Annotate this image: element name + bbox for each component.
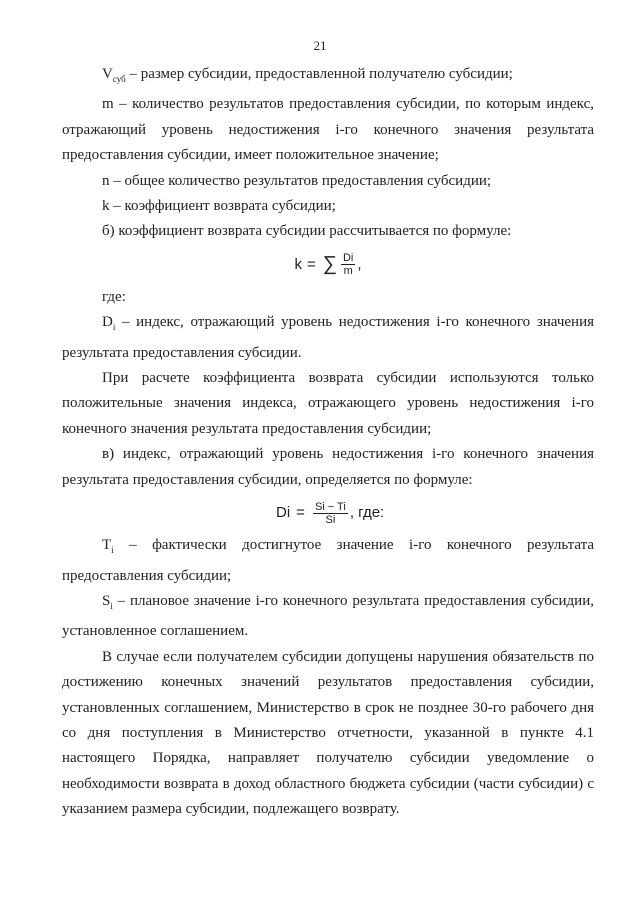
- formula-v-intro: в) индекс, отражающий уровень недостижения i-го конечного значения результата предоставления субсидии, определяется по формуле:: [62, 446, 594, 488]
- v-subscript: суб: [112, 74, 126, 84]
- sigma-symbol: ∑: [322, 253, 337, 276]
- formula-k-lhs: k: [294, 256, 302, 274]
- s-definition: [62, 589, 594, 645]
- document-body: [62, 62, 594, 823]
- m-definition: m – количество результатов предоставления субсидии, по которым индекс, отражающий уровень недостижения i-го конечного значения результата предоставления субсидии, имеет положительное значение;: [62, 96, 594, 164]
- formula-d-denominator: Si: [325, 513, 336, 526]
- s-definition-text: – плановое значение i-го конечного результата предоставления субсидии, установленное соглашением.: [62, 592, 594, 640]
- formula-d: [62, 493, 594, 533]
- page-number: 21: [313, 38, 327, 53]
- s-subscript: i: [110, 600, 113, 611]
- v-symbol: V: [102, 66, 113, 82]
- formula-k-tail: ,: [357, 256, 362, 274]
- t-symbol: T: [102, 537, 112, 554]
- t-subscript: i: [111, 545, 114, 556]
- formula-k-numerator: Di: [342, 252, 354, 265]
- d-definition: [62, 310, 594, 366]
- d-subscript: i: [112, 322, 116, 333]
- positive-values-note: При расчете коэффициента возврата субсидии используются только положительные значения индекса, отражающего уровень недостижения i-го конечного значения результата предоставления субсидии;: [62, 370, 594, 437]
- d-definition-text: – индекс, отражающий уровень недостижения i-го конечного значения результата предоставления субсидии.: [62, 314, 594, 361]
- formula-d-numerator: Si − Ti: [314, 500, 346, 513]
- formula-k-equals: =: [306, 256, 316, 274]
- formula-d-tail: , где:: [349, 504, 385, 522]
- formula-k: [62, 245, 594, 285]
- formula-d-equals: =: [296, 504, 305, 522]
- v-definition-text: – размер субсидии, предоставленной получателю субсидии;: [125, 66, 513, 82]
- formula-b-intro: б) коэффициент возврата субсидии рассчитывается по формуле:: [102, 223, 512, 240]
- formula-k-fraction: [341, 252, 355, 277]
- v-sub-definition: [62, 62, 594, 92]
- formula-k-denominator: m: [343, 265, 353, 278]
- where-label: где:: [102, 288, 126, 305]
- d-symbol: D: [102, 314, 113, 331]
- t-definition-text: – фактически достигнутое значение i-го конечного результата предоставления субсидии;: [62, 537, 594, 584]
- formula-d-lhs: Di: [276, 504, 291, 522]
- s-symbol: S: [102, 592, 111, 609]
- refund-paragraph: В случае если получателем субсидии допущены нарушения обязательств по достижению конечных значений результатов предоставления субсидии, установленных соглашением, Министерство в срок не позднее 30-го рабочего дня со дня поступления в Министерство отчетности, указанной в пункте 4.1 настоящего Порядка, направляет получателю субсидии уведомление о необходимости возврата в доход областного бюджета субсидии (части субсидии) с указанием размера субсидии, подлежащего возврату.: [62, 648, 594, 818]
- n-definition: n – общее количество результатов предоставления субсидии;: [102, 172, 492, 189]
- k-definition: k – коэффициент возврата субсидии;: [102, 198, 336, 215]
- formula-d-fraction: [313, 501, 348, 526]
- t-definition: [62, 533, 594, 589]
